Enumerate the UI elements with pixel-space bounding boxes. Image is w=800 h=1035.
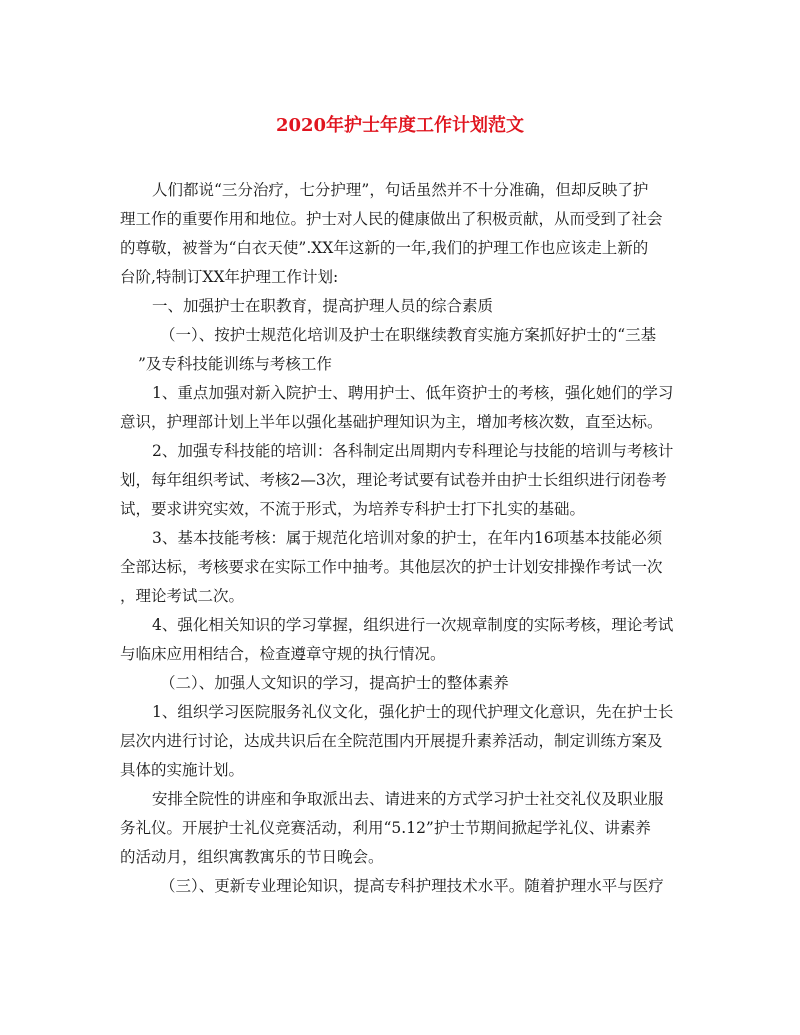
text-line: （一）、按护士规范化培训及护士在职继续教育实施方案抓好护士的“三基	[160, 326, 657, 344]
paragraph-etiquette	[120, 785, 688, 872]
heading-section-1	[120, 292, 688, 321]
text-line: 安排全院性的讲座和争取派出去、请进来的方式学习护士社交礼仪及职业服	[152, 790, 664, 808]
paragraph-item-5	[120, 698, 688, 785]
text-line: 理工作的重要作用和地位。护士对人民的健康做出了积极贡献，从而受到了社会	[120, 210, 663, 228]
paragraph-item-1	[120, 379, 688, 437]
paragraph-item-3	[120, 524, 688, 611]
document-title: 2020年护士年度工作计划范文	[275, 115, 525, 136]
paragraph-item-4	[120, 611, 688, 669]
text-line: 具体的实施计划。	[120, 761, 245, 779]
text-line: 意识，护理部计划上半年以强化基础护理知识为主，增加考核次数，直至达标。	[120, 413, 663, 431]
text-line: 务礼仪。开展护士礼仪竞赛活动，利用“5.12”护士节期间掀起学礼仪、讲素养	[120, 819, 651, 837]
subheading-1	[120, 321, 688, 379]
text-line: 的活动月，组织寓教寓乐的节日晚会。	[120, 848, 384, 866]
text-line: 全部达标，考核要求在实际工作中抽考。其他层次的护士计划安排操作考试一次	[120, 558, 663, 576]
text-line: （三）、更新专业理论知识，提高专科护理技术水平。随着护理水平与医疗	[160, 877, 664, 895]
paragraph-intro	[120, 176, 688, 292]
text-line: 4、强化相关知识的学习掌握，组织进行一次规章制度的实际考核，理论考试	[152, 616, 674, 634]
text-line: 的尊敬，被誉为“白衣天使”.XX年这新的一年,我们的护理工作也应该走上新的	[120, 239, 649, 257]
text-line: 3、基本技能考核：属于规范化培训对象的护士，在年内16项基本技能必须	[152, 529, 663, 547]
text-line: 一、加强护士在职教育，提高护理人员的综合素质	[152, 297, 494, 315]
text-line: 人们都说“三分治疗，七分护理”，句话虽然并不十分准确，但却反映了护	[152, 181, 649, 199]
document-body	[120, 176, 688, 901]
paragraph-item-2	[120, 437, 688, 524]
text-line: ，理论考试二次。	[120, 587, 245, 605]
text-line: 2、加强专科技能的培训：各科制定出周期内专科理论与技能的培训与考核计	[152, 442, 674, 460]
subheading-2	[120, 669, 688, 698]
text-line: ”及专科技能训练与考核工作	[138, 355, 332, 373]
text-line: 1、重点加强对新入院护士、聘用护士、低年资护士的考核，强化她们的学习	[152, 384, 674, 402]
text-line: 试，要求讲究实效，不流于形式，为培养专科护士打下扎实的基础。	[120, 500, 586, 518]
text-line: 1、组织学习医院服务礼仪文化，强化护士的现代护理文化意识，先在护士长	[152, 703, 674, 721]
text-line: 台阶,特制订XX年护理工作计划:	[120, 268, 339, 286]
text-line: 与临床应用相结合，检查遵章守规的执行情况。	[120, 645, 446, 663]
text-line: 划，每年组织考试、考核2—3次，理论考试要有试卷并由护士长组织进行闭卷考	[120, 471, 667, 489]
subheading-3	[120, 872, 688, 901]
text-line: （二）、加强人文知识的学习，提高护士的整体素养	[160, 674, 509, 692]
text-line: 层次内进行讨论，达成共识后在全院范围内开展提升素养活动，制定训练方案及	[120, 732, 663, 750]
